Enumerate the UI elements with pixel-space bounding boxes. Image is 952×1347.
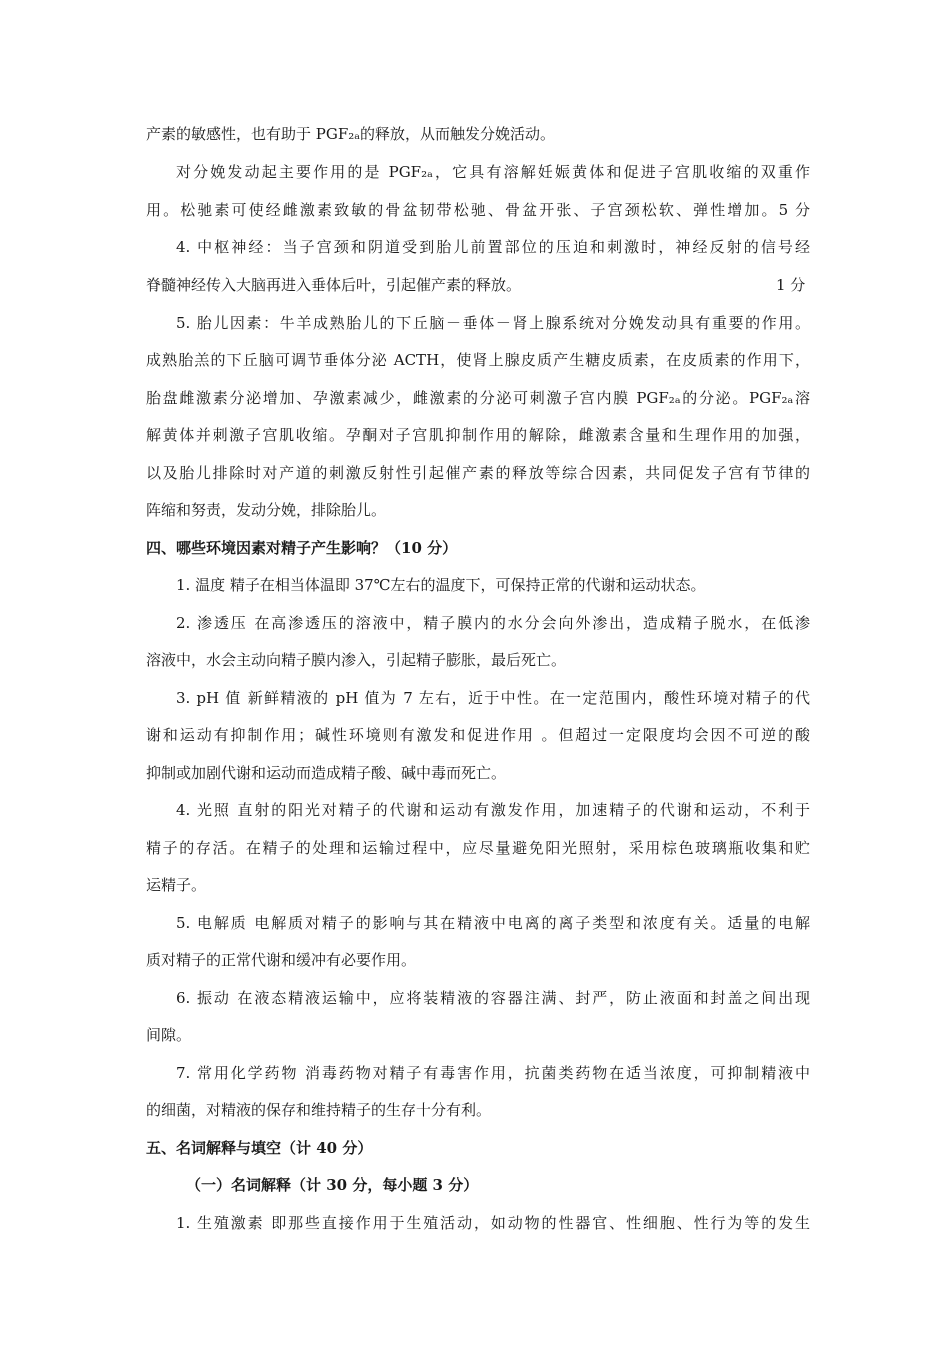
text-line: 用。松驰素可使经雌激素致敏的骨盆韧带松驰、骨盆开张、子宫颈松软、弹性增加。5 分 [146, 201, 810, 219]
text-line: 阵缩和努责，发动分娩，排除胎儿。 [146, 501, 387, 519]
text-line: 4. 中枢神经：当子宫颈和阴道受到胎儿前置部位的压迫和刺激时，神经反射的信号经 [176, 238, 810, 256]
text-line: 精子的存活。在精子的处理和运输过程中，应尽量避免阳光照射，采用棕色玻璃瓶收集和贮 [146, 839, 810, 857]
score-label: 1 分 [776, 276, 806, 294]
text-line: 脊髓神经传入大脑再进入垂体后叶，引起催产素的释放。 [146, 276, 522, 294]
text-line: 谢和运动有抑制作用；碱性环境则有激发和促进作用 。但超过一定限度均会因不可逆的酸 [146, 726, 810, 744]
text-line: 5. 胎儿因素：牛羊成熟胎儿的下丘脑－垂体－肾上腺系统对分娩发动具有重要的作用。 [176, 314, 810, 332]
text-line: 7. 常用化学药物 消毒药物对精子有毒害作用，抗菌类药物在适当浓度，可抑制精液中 [176, 1064, 810, 1082]
text-line: 的细菌，对精液的保存和维持精子的生存十分有利。 [146, 1101, 492, 1119]
text-line: 1. 温度 精子在相当体温即 37℃左右的温度下，可保持正常的代谢和运动状态。 [176, 576, 706, 594]
section-heading: 四、哪些环境因素对精子产生影响？（10 分） [146, 539, 458, 557]
text-line: 胎盘雌激素分泌增加、孕激素减少，雌激素的分泌可刺激子宫内膜 PGF₂ₐ的分泌。PGF₂ₐ溶 [146, 389, 810, 407]
text-line: 质对精子的正常代谢和缓冲有必要作用。 [146, 951, 417, 969]
text-line: 以及胎儿排除时对产道的刺激反射性引起催产素的释放等综合因素，共同促发子宫有节律的 [146, 464, 810, 482]
text-line: 3. pH 值 新鲜精液的 pH 值为 7 左右，近于中性。在一定范围内，酸性环境对精子的代 [176, 689, 810, 707]
text-line: 6. 振动 在液态精液运输中，应将装精液的容器注满、封严，防止液面和封盖之间出现 [176, 989, 810, 1007]
section-heading: 五、名词解释与填空（计 40 分） [146, 1139, 373, 1157]
text-line: 产素的敏感性，也有助于 PGF₂ₐ的释放，从而触发分娩活动。 [146, 125, 556, 143]
text-line: 成熟胎羔的下丘脑可调节垂体分泌 ACTH，使肾上腺皮质产生糖皮质素，在皮质素的作用下， [146, 351, 810, 369]
text-line: 2. 渗透压 在高渗透压的溶液中，精子膜内的水分会向外渗出，造成精子脱水，在低渗 [176, 614, 810, 632]
text-line: 抑制或加剧代谢和运动而造成精子酸、碱中毒而死亡。 [146, 764, 507, 782]
text-line: 对分娩发动起主要作用的是 PGF₂ₐ，它具有溶解妊娠黄体和促进子宫肌收缩的双重作 [176, 163, 810, 181]
text-line: 1. 生殖激素 即那些直接作用于生殖活动，如动物的性器官、性细胞、性行为等的发生 [176, 1214, 810, 1232]
subsection-heading: （一）名词解释（计 30 分，每小题 3 分） [186, 1176, 479, 1194]
text-line: 间隙。 [146, 1026, 192, 1044]
text-line: 运精子。 [146, 876, 207, 894]
text-line: 溶液中，水会主动向精子膜内渗入，引起精子膨胀，最后死亡。 [146, 651, 567, 669]
text-line: 解黄体并刺激子宫肌收缩。孕酮对子宫肌抑制作用的解除，雌激素含量和生理作用的加强， [146, 426, 810, 444]
text-line: 4. 光照 直射的阳光对精子的代谢和运动有激发作用，加速精子的代谢和运动，不利于 [176, 801, 810, 819]
text-line: 5. 电解质 电解质对精子的影响与其在精液中电离的离子类型和浓度有关。适量的电解 [176, 914, 810, 932]
